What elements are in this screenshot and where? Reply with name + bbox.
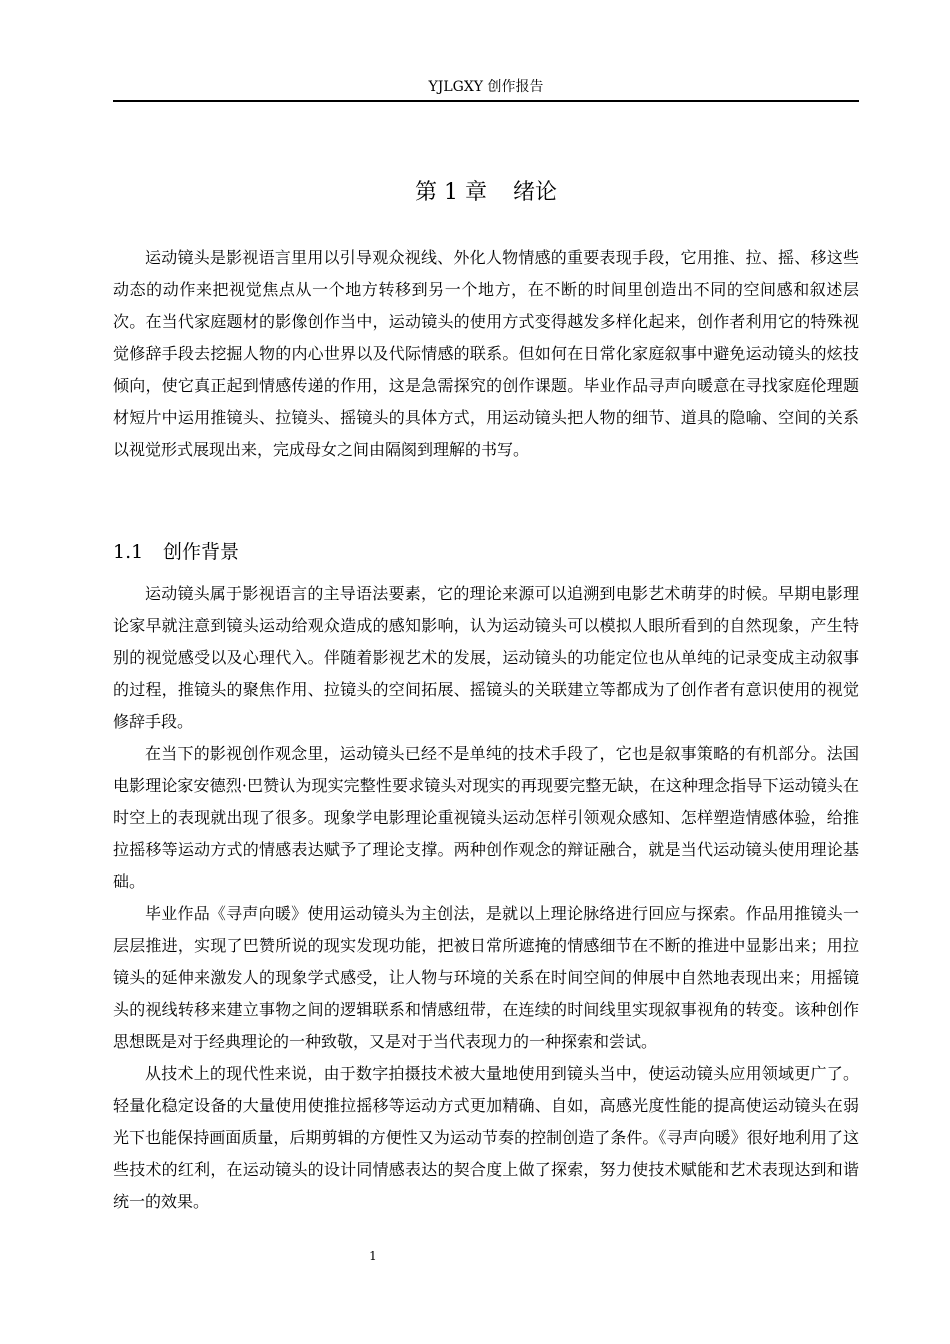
section-paragraph-3: 毕业作品《寻声向暖》使用运动镜头为主创法，是就以上理论脉络进行回应与探索。作品用推镜头一层层推进，实现了巴赞所说的现实发现功能，把被日常所遮掩的情感细节在不断的推进中显影出来；用拉镜头的延伸来激发人的现象学式感受，让人物与环境的关系在时间空间的伸展中自然地表现出来；用摇镜头的视线转移来建立事物之间的逻辑联系和情感纽带，在连续的时间线里实现叙事视角的转变。该种创作思想既是对于经典理论的一种致敬，又是对于当代表现力的一种探索和尝试。 bbox=[113, 904, 859, 1051]
running-header: YJLGXY 创作报告 bbox=[428, 79, 544, 95]
intro-paragraph: 运动镜头是影视语言里用以引导观众视线、外化人物情感的重要表现手段，它用推、拉、摇、移这些动态的动作来把视觉焦点从一个地方转移到另一个地方，在不断的时间里创造出不同的空间感和叙述层次。在当代家庭题材的影像创作当中，运动镜头的使用方式变得越发多样化起来，创作者利用它的特殊视觉修辞手段去挖掘人物的内心世界以及代际情感的联系。但如何在日常化家庭叙事中避免运动镜头的炫技倾向，使它真正起到情感传递的作用，这是急需探究的创作课题。毕业作品寻声向暖意在寻找家庭伦理题材短片中运用推镜头、拉镜头、摇镜头的具体方式，用运动镜头把人物的细节、道具的隐喻、空间的关系以视觉形式展现出来，完成母女之间由隔阂到理解的书写。 bbox=[113, 248, 859, 459]
chapter-name: 绪论 bbox=[512, 180, 557, 205]
chapter-number: 第 1 章 bbox=[415, 180, 487, 205]
page-number: 1 bbox=[369, 1249, 377, 1263]
chapter-title bbox=[113, 178, 859, 208]
section-paragraph-1: 运动镜头属于影视语言的主导语法要素，它的理论来源可以追溯到电影艺术萌芽的时候。早期电影理论家早就注意到镜头运动给观众造成的感知影响，认为运动镜头可以模拟人眼所看到的自然现象，产生特别的视觉感受以及心理代入。伴随着影视艺术的发展，运动镜头的功能定位也从单纯的记录变成主动叙事的过程，推镜头的聚焦作用、拉镜头的空间拓展、摇镜头的关联建立等都成为了创作者有意识使用的视觉修辞手段。 bbox=[113, 584, 859, 731]
header-rule bbox=[113, 100, 859, 102]
section-body bbox=[113, 578, 859, 1218]
section-title: 创作背景 bbox=[163, 541, 240, 563]
section-number: 1.1 bbox=[113, 541, 144, 563]
section-heading bbox=[113, 538, 859, 566]
section-paragraph-4: 从技术上的现代性来说，由于数字拍摄技术被大量地使用到镜头当中，使运动镜头应用领域更广了。轻量化稳定设备的大量使用使推拉摇移等运动方式更加精确、自如，高感光度性能的提高使运动镜头在弱光下也能保持画面质量，后期剪辑的方便性又为运动节奏的控制创造了条件。《寻声向暖》很好地利用了这些技术的红利，在运动镜头的设计同情感表达的契合度上做了探索，努力使技术赋能和艺术表现达到和谐统一的效果。 bbox=[113, 1064, 859, 1211]
intro-text bbox=[113, 242, 859, 466]
section-paragraph-2: 在当下的影视创作观念里，运动镜头已经不是单纯的技术手段了，它也是叙事策略的有机部分。法国电影理论家安德烈·巴赞认为现实完整性要求镜头对现实的再现要完整无缺，在这种理念指导下运动镜头在时空上的表现就出现了很多。现象学电影理论重视镜头运动怎样引领观众感知、怎样塑造情感体验，给推拉摇移等运动方式的情感表达赋予了理论支撑。两种创作观念的辩证融合，就是当代运动镜头使用理论基础。 bbox=[113, 744, 859, 891]
